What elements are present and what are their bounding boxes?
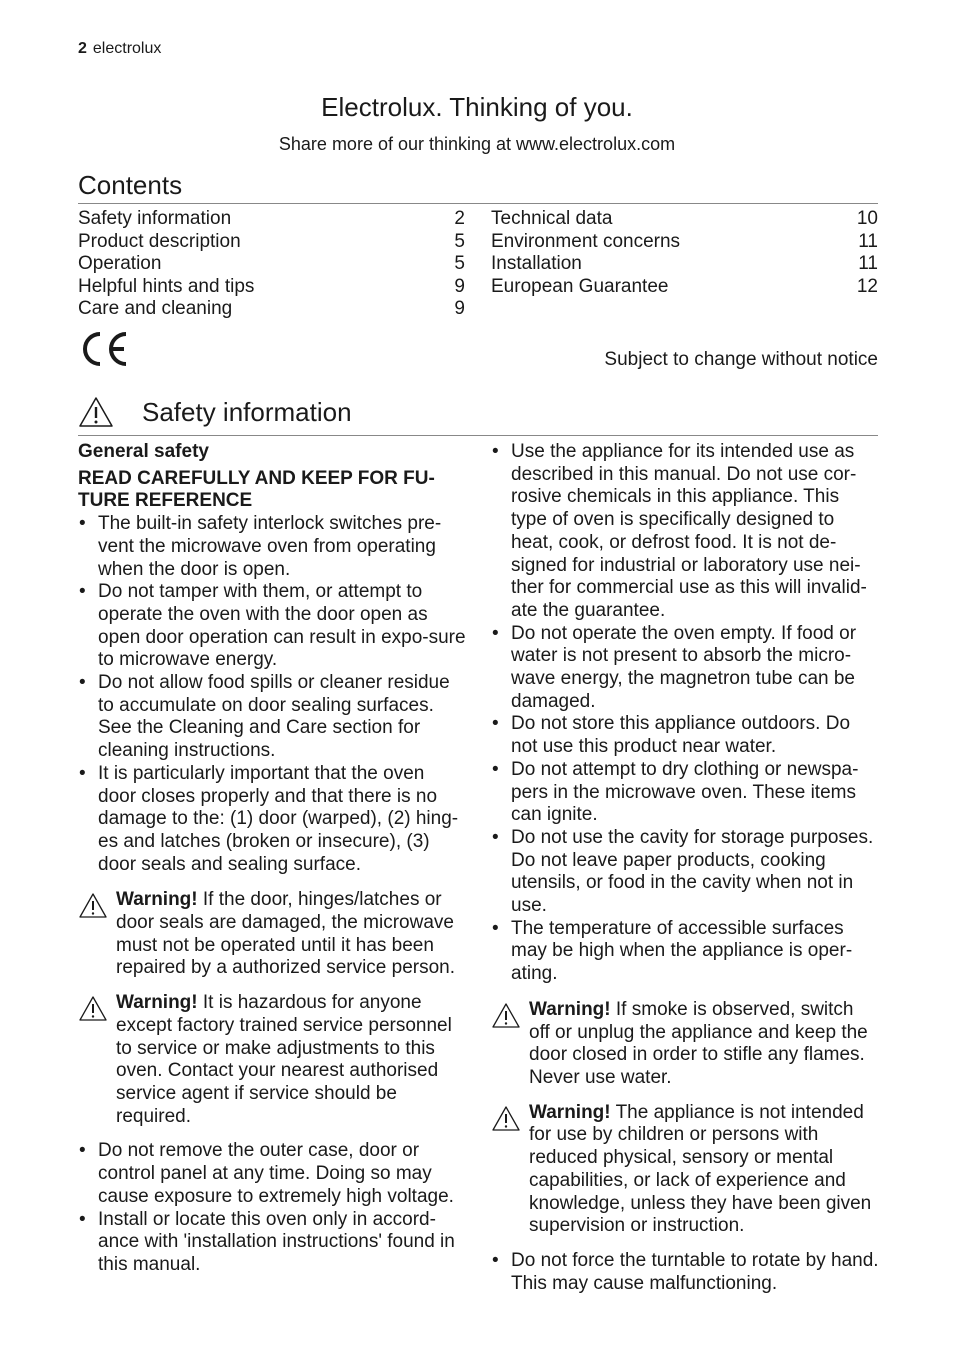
- warning-icon: [78, 995, 108, 1022]
- toc-row[interactable]: Safety information 2: [78, 208, 465, 229]
- warning-block: [78, 992, 466, 1128]
- list-item: • Do not remove the outer case, door or control panel at any time. Doing so may cause exposure to extremely high voltage.: [78, 1140, 466, 1208]
- change-notice: Subject to change without notice: [604, 349, 878, 370]
- toc-row[interactable]: Technical data 10: [491, 208, 878, 229]
- toc-row[interactable]: Helpful hints and tips 9: [78, 275, 465, 297]
- toc-right-column: [491, 208, 878, 298]
- warning-icon: [491, 1002, 521, 1029]
- toc-left-column: [78, 208, 465, 321]
- toc-row[interactable]: Operation 5: [78, 253, 465, 275]
- safety-rule: [78, 435, 878, 436]
- warning-label: Warning!: [116, 992, 198, 1014]
- warning-block: [491, 1102, 879, 1238]
- warning-icon: [491, 1105, 521, 1132]
- list-item: • Do not force the turntable to rotate by hand. This may cause malfunctioning.: [491, 1250, 879, 1295]
- bullet-list: [491, 1250, 879, 1295]
- bullet-list: [78, 513, 466, 876]
- bullet-list: [78, 1140, 466, 1276]
- list-item: • Do not tamper with them, or attempt to operate the oven with the door open as open door operation can result in expo-sure to microwave energy.: [78, 581, 466, 672]
- safety-heading: [78, 396, 352, 428]
- bullet-list: [491, 441, 879, 986]
- left-column: [78, 441, 466, 1277]
- warning-label: Warning!: [529, 1101, 611, 1123]
- list-item: • The built-in safety interlock switches pre-vent the microwave oven from operating when the door is open.: [78, 513, 466, 581]
- read-carefully-heading: READ CAREFULLY AND KEEP FOR FU-TURE REFERENCE: [78, 467, 435, 512]
- list-item: • The temperature of accessible surfaces may be high when the appliance is oper-ating.: [491, 918, 879, 986]
- list-item: • It is particularly important that the oven door closes properly and that there is no damage to the: (1) door (warped), (2) hing-es and latches (broken or insecure), (3) door seals and sealing surface.: [78, 763, 466, 877]
- share-line: Share more of our thinking at www.electrolux.com: [278, 134, 676, 154]
- toc-row[interactable]: Care and cleaning 9: [78, 298, 465, 320]
- warning-icon: [78, 892, 108, 919]
- toc-row[interactable]: European Guarantee 12: [491, 275, 878, 297]
- list-item: • Use the appliance for its intended use as described in this manual. Do not use cor-rosive chemicals in this appliance. This type of oven is specifically designed to heat, cook, or defrost food. It is not de-signed for industrial or laboratory use nei-ther for commercial use as this will invalid-ate the guarantee.: [491, 441, 879, 623]
- contents-title: Contents: [78, 170, 183, 200]
- warning-text: The appliance is not intended for use by children or persons with reduced physical, sensory or mental capabilities, or lack of experience and knowledge, unless they have been given supervision or instruction.: [529, 1101, 872, 1237]
- toc-row[interactable]: Environment concerns 11: [491, 230, 878, 252]
- warning-block: [78, 889, 466, 980]
- warning-text: If smoke is observed, switch off or unplug the appliance and keep the door closed in order to stifle any flames. Never use water.: [529, 998, 868, 1088]
- right-column: [491, 441, 879, 1295]
- toc-row[interactable]: Product description 5: [78, 230, 465, 252]
- list-item: • Do not attempt to dry clothing or newspa-pers in the microwave oven. These items can ignite.: [491, 759, 879, 827]
- warning-triangle-icon: [78, 396, 114, 428]
- ce-mark-icon: [78, 330, 130, 373]
- slogan: Electrolux. Thinking of you.: [321, 92, 633, 122]
- general-safety-heading: General safety: [78, 441, 209, 462]
- list-item: • Do not use the cavity for storage purposes. Do not leave paper products, cooking utensils, or food in the cavity when not in use.: [491, 827, 879, 918]
- warning-label: Warning!: [116, 889, 198, 911]
- toc-row[interactable]: Installation 11: [491, 253, 878, 275]
- page-number: 2: [78, 40, 87, 57]
- warning-block: [491, 999, 879, 1090]
- warning-text: It is hazardous for anyone except factory trained service personnel to service or make adjustments to this oven. Contact your nearest authorised service agent if service should be required.: [116, 992, 452, 1127]
- list-item: • Do not operate the oven empty. If food or water is not present to absorb the micro-wave energy, the magnetron tube can be damaged.: [491, 623, 879, 714]
- section-title: Safety information: [142, 396, 352, 427]
- list-item: • Do not allow food spills or cleaner residue to accumulate on door sealing surfaces. See the Cleaning and Care section for cleaning instructions.: [78, 672, 466, 763]
- contents-rule: [78, 203, 878, 204]
- page-header: [78, 40, 161, 58]
- warning-label: Warning!: [529, 998, 611, 1020]
- list-item: • Do not store this appliance outdoors. Do not use this product near water.: [491, 713, 879, 758]
- list-item: • Install or locate this oven only in accord-ance with 'installation instructions' found in this manual.: [78, 1209, 466, 1277]
- brand-name: electrolux: [92, 40, 162, 57]
- warning-text: If the door, hinges/latches or door seals are damaged, the microwave must not be operated until it has been repaired by a authorized service person.: [116, 889, 456, 979]
